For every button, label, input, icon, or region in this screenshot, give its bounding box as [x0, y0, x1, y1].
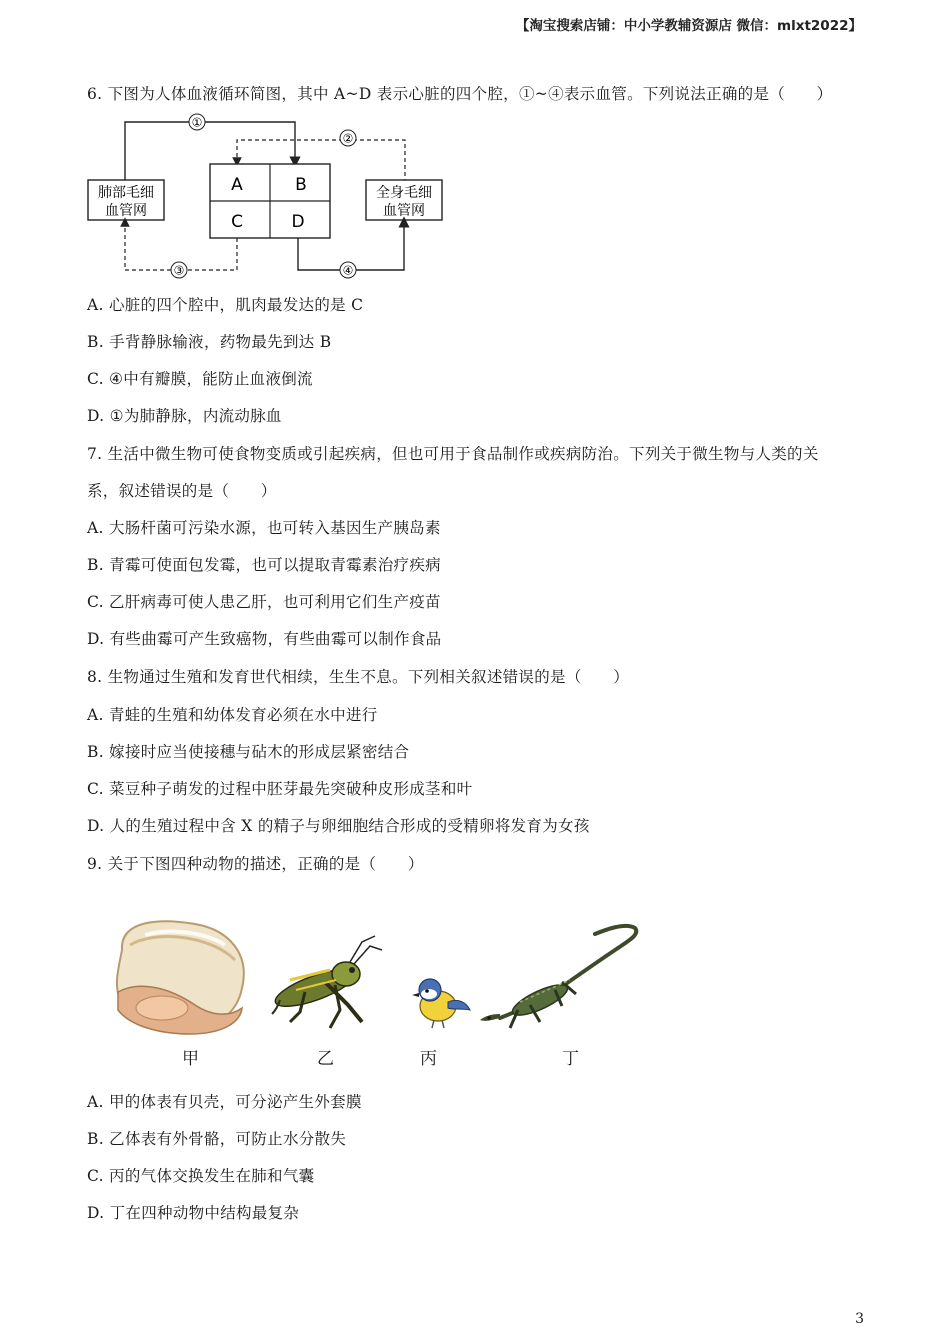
q8-option-b: B. 嫁接时应当使接穗与砧木的形成层紧密结合 — [87, 743, 410, 761]
lizard-image — [480, 926, 636, 1028]
q9-option-d: D. 丁在四种动物中结构最复杂 — [87, 1204, 300, 1222]
q6-option-b: B. 手背静脉输液，药物最先到达 B — [87, 333, 332, 351]
vessel-4-label: ④ — [342, 263, 354, 278]
page-header-banner: 【淘宝搜索店铺：中小学教辅资源店 微信：mlxt2022】 — [515, 18, 862, 34]
page-number: 3 — [855, 1311, 864, 1327]
q6-stem: 6. 下图为人体血液循环简图，其中 A~D 表示心脏的四个腔，①~④表示血管。下列说法正确的是（ ） — [87, 85, 833, 103]
chamber-c: C — [231, 212, 243, 232]
q9-stem: 9. 关于下图四种动物的描述，正确的是（ ） — [87, 855, 424, 873]
q7-option-b: B. 青霉可使面包发霉，也可以提取青霉素治疗疾病 — [87, 556, 441, 574]
q9-option-c: C. 丙的气体交换发生在肺和气囊 — [87, 1167, 315, 1185]
q7-option-a: A. 大肠杆菌可污染水源，也可转入基因生产胰岛素 — [87, 519, 441, 537]
chamber-d: D — [291, 212, 305, 232]
body-capillary-label-1: 全身毛细 — [376, 185, 432, 201]
q8-stem: 8. 生物通过生殖和发育世代相续，生生不息。下列相关叙述错误的是（ ） — [87, 668, 630, 686]
blood-circulation-diagram — [80, 112, 460, 282]
q8-option-c: C. 菜豆种子萌发的过程中胚芽最先突破种皮形成茎和叶 — [87, 780, 473, 798]
q7-stem-line-1: 7. 生活中微生物可使食物变质或引起疾病，但也可用于食品制作或疾病防治。下列关于微生物与人类的关 — [87, 445, 819, 463]
q7-option-d: D. 有些曲霉可产生致癌物，有些曲霉可以制作食品 — [87, 630, 442, 648]
vessel-3-label: ③ — [173, 263, 185, 278]
chamber-a: A — [231, 175, 243, 195]
q7-stem-line-2: 系，叙述错误的是（ ） — [87, 482, 277, 500]
chamber-b: B — [295, 175, 307, 195]
q7-option-c: C. 乙肝病毒可使人患乙肝，也可利用它们生产疫苗 — [87, 593, 441, 611]
body-capillary-label-2: 血管网 — [383, 203, 425, 219]
q9-option-a: A. 甲的体表有贝壳，可分泌产生外套膜 — [87, 1093, 362, 1111]
q6-option-d: D. ①为肺静脉，内流动脉血 — [87, 407, 282, 425]
clam-image — [117, 921, 244, 1034]
q6-option-c: C. ④中有瓣膜，能防止血液倒流 — [87, 370, 313, 388]
animal-label-bing: 丙 — [420, 1049, 437, 1069]
animal-label-yi: 乙 — [317, 1049, 334, 1069]
q6-option-a: A. 心脏的四个腔中，肌肉最发达的是 C — [87, 296, 364, 314]
animals-illustration — [100, 910, 660, 1040]
lung-capillary-label-2: 血管网 — [105, 203, 147, 219]
vessel-1-label: ① — [191, 115, 203, 130]
vessel-2-label: ② — [342, 131, 354, 146]
animal-label-ding: 丁 — [562, 1049, 579, 1069]
lung-capillary-label-1: 肺部毛细 — [98, 185, 154, 201]
animal-label-jia: 甲 — [182, 1049, 199, 1069]
q9-option-b: B. 乙体表有外骨骼，可防止水分散失 — [87, 1130, 347, 1148]
q8-option-a: A. 青蛙的生殖和幼体发育必须在水中进行 — [87, 706, 378, 724]
bird-image — [412, 979, 470, 1028]
grasshopper-image — [271, 936, 382, 1028]
q8-option-d: D. 人的生殖过程中含 X 的精子与卵细胞结合形成的受精卵将发育为女孩 — [87, 817, 590, 835]
